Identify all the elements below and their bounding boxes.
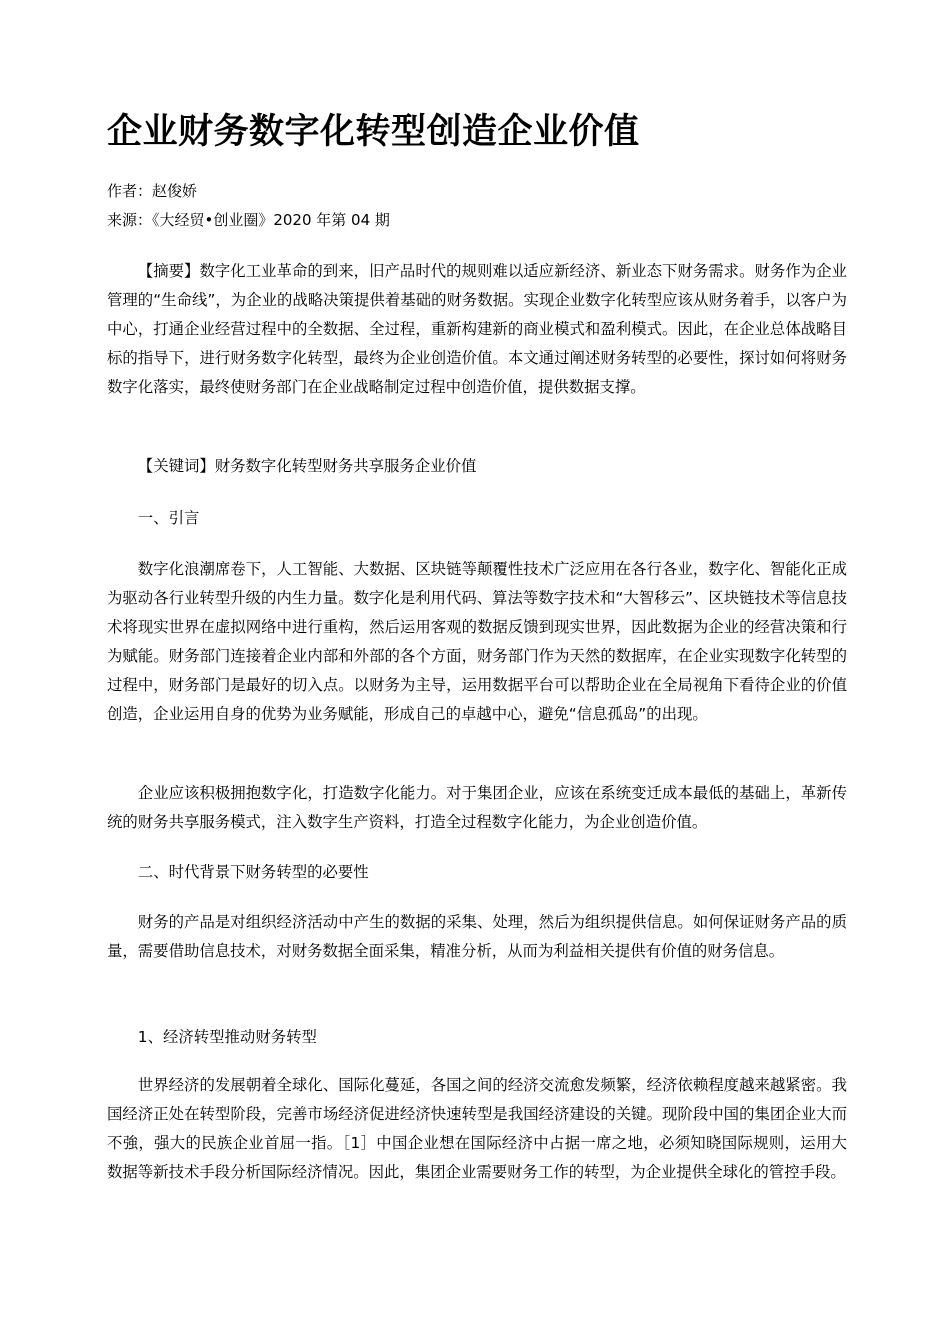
- section-heading-introduction: 一、引言: [137, 509, 200, 527]
- necessity-paragraph-1: 财务的产品是对组织经济活动中产生的数据的采集、处理，然后为组织提供信息。如何保证财务产品的质量，需要借助信息技术，对财务数据全面采集，精准分析，从而为利益相关提供有价值的财务信息。: [107, 913, 847, 960]
- intro-paragraph-1: 数字化浪潮席卷下，人工智能、大数据、区块链等颠覆性技术广泛应用在各行各业，数字化、智能化正成为驱动各行业转型升级的内生力量。数字化是利用代码、算法等数字技术和“大智移云”、区块链技术等信息技术将现实世界在虚拟网络中进行重构，然后运用客观的数据反馈到现实世界，因此数据为企业的经营决策和行为赋能。财务部门连接着企业内部和外部的各个方面，财务部门作为天然的数据库，在企业实现数字化转型的过程中，财务部门是最好的切入点。以财务为主导，运用数据平台可以帮助企业在全局视角下看待企业的价值创造，企业运用自身的优势为业务赋能，形成自己的卓越中心，避免“信息孤岛”的出现。: [107, 560, 847, 723]
- abstract-paragraph: 【摘要】数字化工业革命的到来，旧产品时代的规则难以适应新经济、新业态下财务需求。财务作为企业管理的“生命线”，为企业的战略决策提供着基础的财务数据。实现企业数字化转型应该从财务着手，以客户为中心，打通企业经营过程中的全数据、全过程，重新构建新的商业模式和盈利模式。因此，在企业总体战略目标的指导下，进行财务数字化转型，最终为企业创造价值。本文通过阐述财务转型的必要性，探讨如何将财务数字化落实，最终使财务部门在企业战略制定过程中创造价值，提供数据支撑。: [107, 262, 847, 396]
- economic-transformation-paragraph: 世界经济的发展朝着全球化、国际化蔓延，各国之间的经济交流愈发频繁，经济依赖程度越来越紧密。我国经济正处在转型阶段，完善市场经济促进经济快速转型是我国经济建设的关键。现阶段中国的集团企业大而不強，强大的民族企业首屈一指。［1］中国企业想在国际经济中占据一席之地，必须知晓国际规则，运用大数据等新技术手段分析国际经济情况。因此，集团企业需要财务工作的转型，为企业提供全球化的管控手段。: [107, 1076, 847, 1181]
- keywords-line: 【关键词】财务数字化转型财务共享服务企业价值: [137, 457, 477, 475]
- intro-paragraph-2: 企业应该积极拥抱数字化，打造数字化能力。对于集团企业，应该在系统变迁成本最低的基础上，革新传统的财务共享服务模式，注入数字生产资料，打造全过程数字化能力，为企业创造价值。: [107, 784, 847, 831]
- article-title: 企业财务数字化转型创造企业价值: [107, 112, 640, 152]
- source-line: 来源：《大经贸•创业圈》2020 年第 04 期: [107, 211, 390, 229]
- subsection-heading-economic-transformation: 1、经济转型推动财务转型: [137, 1028, 317, 1046]
- author-line: 作者：赵俊娇: [107, 182, 198, 200]
- section-heading-necessity: 二、时代背景下财务转型的必要性: [137, 863, 369, 881]
